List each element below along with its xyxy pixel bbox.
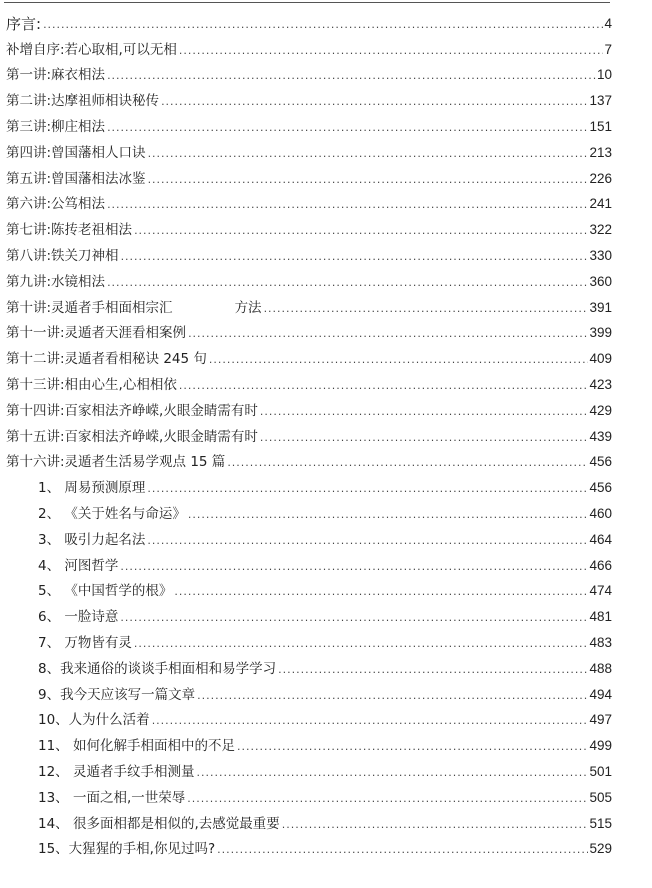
toc-entry-label: 第十一讲:灵遁者天涯看相案例 bbox=[6, 325, 187, 342]
leader-dots bbox=[188, 328, 588, 339]
leader-dots bbox=[260, 432, 589, 443]
toc-entry-page: 439 bbox=[589, 428, 612, 444]
toc-entry-page: 226 bbox=[589, 170, 612, 186]
toc-entry-label: 序言: bbox=[6, 14, 42, 33]
leader-dots bbox=[217, 844, 588, 855]
leader-dots bbox=[260, 406, 589, 417]
toc-entry-label: 第三讲:柳庄相法 bbox=[6, 118, 106, 135]
toc-entry-page: 456 bbox=[589, 480, 612, 496]
toc-entry-page: 501 bbox=[589, 763, 612, 779]
toc-entry-page: 505 bbox=[589, 789, 612, 805]
toc-entry-label: 第七讲:陈抟老祖相法 bbox=[6, 222, 133, 239]
leader-dots bbox=[148, 174, 589, 185]
toc-entry-label: 第八讲:铁关刀神相 bbox=[6, 247, 119, 264]
toc-entry-label: 9、我今天应该写一篇文章 bbox=[38, 686, 196, 703]
toc-entry-page: 399 bbox=[589, 325, 612, 341]
toc-subentry-14[interactable] bbox=[0, 806, 612, 832]
leader-dots bbox=[278, 664, 588, 675]
toc-entry-lecture-11[interactable] bbox=[0, 316, 612, 342]
leader-dots bbox=[264, 303, 589, 314]
toc-entry-label: 第十讲:灵遁者手相面相宗汇 bbox=[6, 299, 173, 316]
toc-entry-page: 360 bbox=[589, 273, 612, 289]
toc-entry-lecture-4[interactable] bbox=[0, 135, 612, 161]
toc-entry-page: 409 bbox=[589, 351, 612, 367]
toc-entry-lecture-9[interactable] bbox=[0, 264, 612, 290]
toc-entry-label: 第四讲:曾国藩相人口诀 bbox=[6, 144, 146, 161]
toc-entry-lecture-1[interactable] bbox=[0, 58, 612, 84]
leader-dots bbox=[147, 535, 588, 546]
toc-entry-page: 330 bbox=[589, 247, 612, 263]
leader-dots bbox=[107, 199, 588, 210]
toc-entry-page: 483 bbox=[589, 634, 612, 650]
toc-entry-label: 7、 万物皆有灵 bbox=[38, 634, 132, 651]
toc-entry-label: 10、人为什么活着 bbox=[38, 712, 150, 729]
toc-entry-page: 322 bbox=[589, 222, 612, 238]
toc-entry-label: 补增自序:若心取相,可以无相 bbox=[6, 41, 177, 58]
toc-entry-label: 15、大猩猩的手相,你见过吗? bbox=[38, 841, 216, 858]
toc-entry-lecture-8[interactable] bbox=[0, 238, 612, 264]
leader-dots bbox=[134, 225, 588, 236]
toc-entry-label: 第六讲:公笃相法 bbox=[6, 196, 106, 213]
toc-entry-label: 第十六讲:灵遁者生活易学观点 15 篇 bbox=[6, 454, 226, 471]
toc-entry-label: 第十三讲:相由心生,心相相依 bbox=[6, 376, 177, 393]
toc-entry-label: 第一讲:麻衣相法 bbox=[6, 67, 106, 84]
toc-subentry-4[interactable] bbox=[0, 548, 612, 574]
toc-entry-label: 14、 很多面相都是相似的,去感觉最重要 bbox=[38, 815, 280, 832]
toc-entry-label-suffix: 方法 bbox=[234, 299, 262, 316]
toc-entry-page: 488 bbox=[589, 660, 612, 676]
leader-dots bbox=[197, 690, 588, 701]
toc-subentry-9[interactable] bbox=[0, 677, 612, 703]
toc-entry-lecture-7[interactable] bbox=[0, 212, 612, 238]
toc-entry-page: 151 bbox=[589, 118, 612, 134]
leader-dots bbox=[121, 251, 589, 262]
toc-entry-page: 460 bbox=[589, 505, 612, 521]
toc-entry-label: 第九讲:水镜相法 bbox=[6, 273, 106, 290]
toc-entry-label: 8、我来通俗的谈谈手相面相和易学学习 bbox=[38, 660, 277, 677]
toc-subentry-15[interactable] bbox=[0, 832, 612, 858]
toc-entry-page: 494 bbox=[589, 686, 612, 702]
toc-entry-page: 10 bbox=[596, 67, 612, 83]
toc-entry-page: 391 bbox=[589, 299, 612, 315]
toc-entry-page: 137 bbox=[589, 93, 612, 109]
toc-subentry-7[interactable] bbox=[0, 625, 612, 651]
leader-dots bbox=[174, 586, 588, 597]
leader-dots bbox=[147, 483, 588, 494]
toc-subentry-12[interactable] bbox=[0, 754, 612, 780]
toc-subentry-1[interactable] bbox=[0, 470, 612, 496]
toc-entry-page: 464 bbox=[589, 531, 612, 547]
toc-entry-label: 5、 《中国哲学的根》 bbox=[38, 583, 173, 600]
leader-dots bbox=[107, 70, 596, 81]
toc-entry-lecture-15[interactable] bbox=[0, 419, 612, 445]
leader-dots bbox=[107, 122, 588, 133]
toc-entry-lecture-6[interactable] bbox=[0, 187, 612, 213]
toc-entry-lecture-5[interactable] bbox=[0, 161, 612, 187]
leader-dots bbox=[120, 561, 588, 572]
toc-entry-lecture-14[interactable] bbox=[0, 393, 612, 419]
toc-subentry-10[interactable] bbox=[0, 703, 612, 729]
toc-entry-label: 11、 如何化解手相面相中的不足 bbox=[38, 738, 235, 755]
toc-entry-lecture-2[interactable] bbox=[0, 83, 612, 109]
toc-subentry-6[interactable] bbox=[0, 599, 612, 625]
toc-entry-lecture-3[interactable] bbox=[0, 109, 612, 135]
toc-subentry-13[interactable] bbox=[0, 780, 612, 806]
toc-subentry-3[interactable] bbox=[0, 522, 612, 548]
toc-entry-page: 4 bbox=[604, 15, 612, 31]
leader-dots bbox=[152, 715, 589, 726]
toc-entry-page: 515 bbox=[589, 815, 612, 831]
toc-subentry-2[interactable] bbox=[0, 496, 612, 522]
toc-entry-preface[interactable] bbox=[0, 6, 612, 32]
toc-subentry-11[interactable] bbox=[0, 728, 612, 754]
leader-dots bbox=[43, 19, 603, 30]
leader-dots bbox=[148, 148, 589, 159]
toc-entry-page: 466 bbox=[589, 557, 612, 573]
leader-dots bbox=[282, 819, 589, 830]
leader-dots bbox=[187, 793, 588, 804]
toc-entry-page: 499 bbox=[589, 738, 612, 754]
toc-entry-page: 429 bbox=[589, 402, 612, 418]
toc-entry-label: 第十五讲:百家相法齐峥嵘,火眼金睛需有时 bbox=[6, 428, 258, 445]
leader-dots bbox=[227, 457, 588, 468]
toc-entry-page: 497 bbox=[589, 712, 612, 728]
leader-dots bbox=[179, 45, 604, 56]
leader-dots bbox=[107, 277, 588, 288]
toc-entry-lecture-10[interactable] bbox=[0, 290, 612, 316]
toc-entry-label: 3、 吸引力起名法 bbox=[38, 531, 146, 548]
table-of-contents bbox=[0, 6, 612, 857]
toc-entry-page: 213 bbox=[589, 144, 612, 160]
toc-entry-label: 13、 一面之相,一世荣辱 bbox=[38, 789, 186, 806]
toc-entry-lecture-13[interactable] bbox=[0, 367, 612, 393]
toc-entry-lecture-16[interactable] bbox=[0, 445, 612, 471]
leader-dots bbox=[179, 380, 589, 391]
leader-dots bbox=[134, 638, 589, 649]
toc-subentry-5[interactable] bbox=[0, 574, 612, 600]
toc-entry-supplementary-preface[interactable] bbox=[0, 32, 612, 58]
top-rule bbox=[4, 2, 610, 3]
toc-subentry-8[interactable] bbox=[0, 651, 612, 677]
leader-dots bbox=[196, 767, 588, 778]
leader-dots bbox=[161, 96, 588, 107]
toc-entry-page: 7 bbox=[604, 41, 612, 57]
toc-entry-page: 474 bbox=[589, 583, 612, 599]
toc-entry-label: 1、 周易预测原理 bbox=[38, 480, 146, 497]
toc-entry-page: 481 bbox=[589, 609, 612, 625]
toc-entry-label: 4、 河图哲学 bbox=[38, 557, 119, 574]
toc-entry-label: 2、 《关于姓名与命运》 bbox=[38, 505, 186, 522]
leader-dots bbox=[237, 741, 588, 752]
toc-entry-page: 456 bbox=[589, 454, 612, 470]
toc-entry-label: 第二讲:达摩祖师相诀秘传 bbox=[6, 93, 160, 110]
leader-dots bbox=[188, 509, 589, 520]
leader-dots bbox=[209, 354, 589, 365]
toc-entry-page: 423 bbox=[589, 376, 612, 392]
toc-entry-label: 第十四讲:百家相法齐峥嵘,火眼金睛需有时 bbox=[6, 402, 258, 419]
toc-entry-label: 第五讲:曾国藩相法冰鉴 bbox=[6, 170, 146, 187]
toc-entry-page: 241 bbox=[589, 196, 612, 212]
toc-entry-page: 529 bbox=[589, 841, 612, 857]
toc-entry-label: 6、 一脸诗意 bbox=[38, 609, 119, 626]
toc-entry-lecture-12[interactable] bbox=[0, 341, 612, 367]
toc-entry-label: 第十二讲:灵遁者看相秘诀 245 句 bbox=[6, 351, 207, 368]
leader-dots bbox=[120, 612, 588, 623]
toc-entry-label: 12、 灵遁者手纹手相测量 bbox=[38, 763, 195, 780]
